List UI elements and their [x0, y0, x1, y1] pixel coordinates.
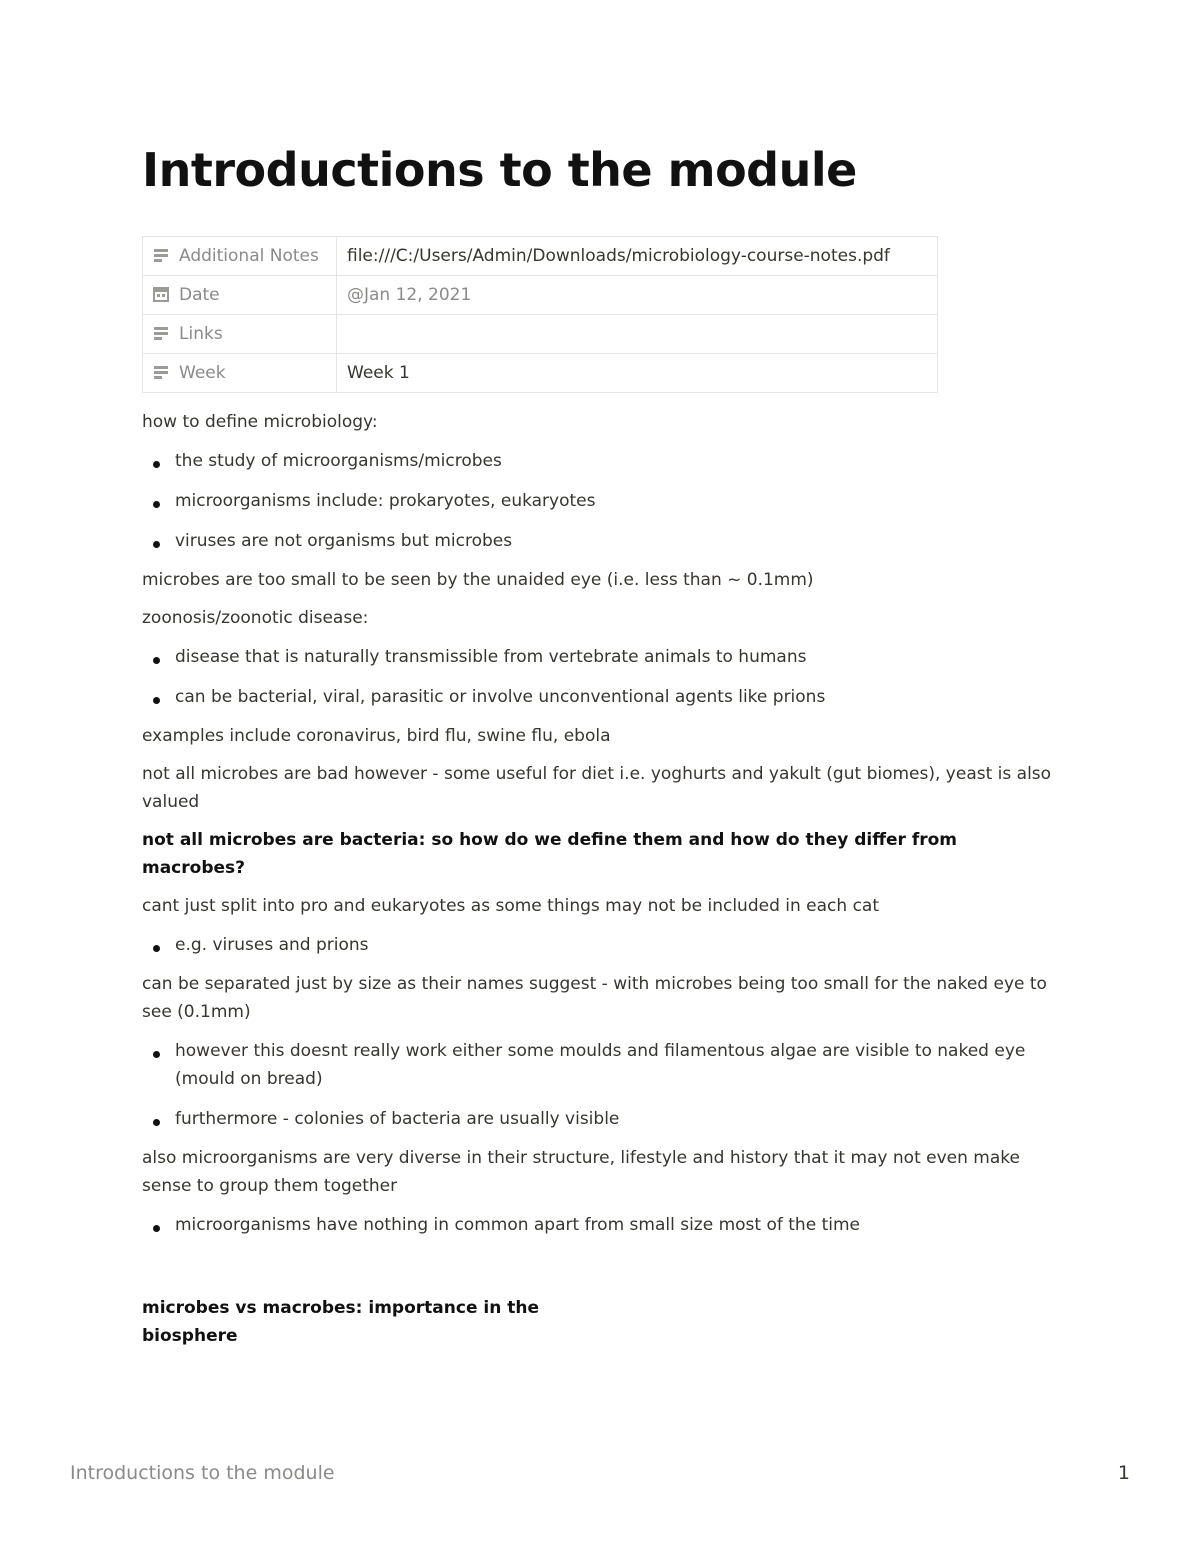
- bullet-icon: [153, 1119, 160, 1126]
- bullet-icon: [153, 945, 160, 952]
- property-row-date: [143, 276, 938, 315]
- bullet-icon: [153, 657, 160, 664]
- property-key-label: Date: [179, 285, 220, 305]
- bullet-icon: [153, 461, 160, 468]
- property-key: [143, 276, 337, 315]
- text-block: microbes are too small to be seen by the unaided eye (i.e. less than ~ 0.1mm): [142, 570, 814, 590]
- text-block: zoonosis/zoonotic disease:: [142, 608, 369, 628]
- property-row-additional-notes: [143, 237, 938, 276]
- calendar-icon: [153, 286, 169, 302]
- bulleted-list: [142, 1031, 1060, 1139]
- property-value-week[interactable]: Week 1: [337, 354, 938, 393]
- property-row-week: [143, 354, 938, 393]
- property-key: [143, 237, 337, 276]
- bulleted-list: [142, 637, 1060, 717]
- list-item: microorganisms have nothing in common apart from small size most of the time: [142, 1205, 1060, 1245]
- bullet-icon: [153, 501, 160, 508]
- property-key: [143, 315, 337, 354]
- bullet-icon: [153, 541, 160, 548]
- text-property-icon: [153, 364, 169, 380]
- list-item: furthermore - colonies of bacteria are usually visible: [142, 1099, 1060, 1139]
- text-block: examples include coronavirus, bird flu, swine flu, ebola: [142, 726, 611, 746]
- property-value-additional-notes[interactable]: file:///C:/Users/Admin/Downloads/microbiology-course-notes.pdf: [337, 237, 938, 276]
- bulleted-list: [142, 441, 1060, 561]
- bulleted-list: [142, 1205, 1060, 1245]
- page-number: 1: [1117, 1462, 1130, 1484]
- page-footer: [70, 1462, 1130, 1484]
- list-item: microorganisms include: prokaryotes, eukaryotes: [142, 481, 1060, 521]
- text-block: cant just split into pro and eukaryotes as some things may not be included in each cat: [142, 896, 880, 916]
- list-item: disease that is naturally transmissible from vertebrate animals to humans: [142, 637, 1060, 677]
- bold-text-block: not all microbes are bacteria: so how do we define them and how do they differ from macrobes?: [142, 830, 958, 878]
- empty-block: [142, 1245, 1060, 1289]
- bulleted-list: [142, 925, 1060, 965]
- text-property-icon: [153, 247, 169, 263]
- text-block: how to define microbiology:: [142, 412, 378, 432]
- document-page: [142, 140, 1060, 1355]
- text-property-icon: [153, 325, 169, 341]
- list-item: e.g. viruses and prions: [142, 925, 1060, 965]
- text-block: also microorganisms are very diverse in their structure, lifestyle and history that it may not even make sense to group them together: [142, 1148, 1020, 1196]
- property-row-links: [143, 315, 938, 354]
- bullet-icon: [153, 697, 160, 704]
- bullet-icon: [153, 1051, 160, 1058]
- property-key: [143, 354, 337, 393]
- page-content: [142, 403, 1060, 1355]
- list-item: can be bacterial, viral, parasitic or involve unconventional agents like prions: [142, 677, 1060, 717]
- list-item: the study of microorganisms/microbes: [142, 441, 1060, 481]
- list-item: however this doesnt really work either some moulds and filamentous algae are visible to naked eye (mould on bread): [142, 1031, 1060, 1099]
- text-block: can be separated just by size as their names suggest - with microbes being too small for the naked eye to see (0.1mm): [142, 974, 1047, 1022]
- page-title: Introductions to the module: [142, 143, 857, 197]
- list-item: viruses are not organisms but microbes: [142, 521, 1060, 561]
- property-value-links[interactable]: [337, 315, 938, 354]
- text-block: not all microbes are bad however - some useful for diet i.e. yoghurts and yakult (gut biomes), yeast is also valued: [142, 764, 1052, 812]
- properties-table: [142, 236, 938, 393]
- bullet-icon: [153, 1225, 160, 1232]
- property-key-label: Links: [179, 324, 223, 344]
- property-key-label: Week: [179, 363, 226, 383]
- property-value-date[interactable]: @Jan 12, 2021: [337, 276, 938, 315]
- section-heading: microbes vs macrobes: importance in the biosphere: [142, 1298, 540, 1346]
- property-key-label: Additional Notes: [179, 246, 319, 266]
- footer-title: Introductions to the module: [70, 1462, 335, 1484]
